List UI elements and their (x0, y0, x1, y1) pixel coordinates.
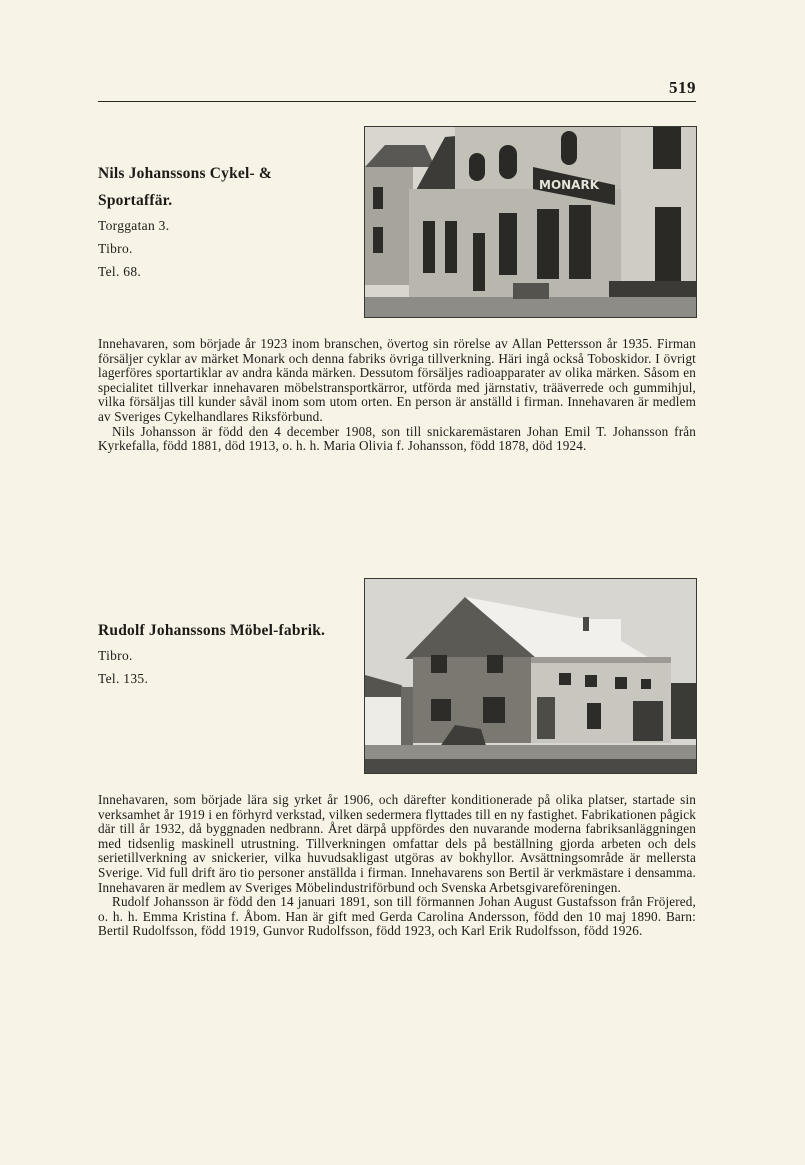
entry-1-firm-name: Nils Johanssons Cykel- & Sportaffär. (98, 165, 273, 209)
header-rule (98, 101, 696, 102)
factory-building-illustration (365, 579, 696, 773)
entry-1-phone: Tel. 68. (98, 264, 142, 279)
monark-sign-text: MONARK (539, 178, 600, 192)
entry-1-description (98, 337, 696, 454)
entry-2-description (98, 793, 696, 939)
entry-2-paragraph: Innehavaren, som började lära sig yrket år 1906, och därefter konditionerade på olika platser, startade sin verksamhet år 1919 i en förhyrd verkstad, vilken sedermera flyttades till en ny fastighet. Fabrikationen pågick där till år 1932, då byggnaden nedbrann. Året därpå uppfördes den nuvarande moderna fabriksanläggningen med tidsenlig maskinell utrustning. Tillverkningen omfattar dels på beställning gjorda arbeten och dels serietillverkning av snickerier, vilka huvudsakligast utgöras av bokhyllor. Avsättningsområde är mellersta Sverige. Vid full drift äro tio personer anställda i firman. Innehavarens son Bertil är verkmästare i densamma. Innehavaren är medlem av Sveriges Möbelindustriförbund och Svenska Arbetsgivareföreningen. (98, 792, 696, 895)
entry-1-paragraph: Innehavaren, som började år 1923 inom branschen, övertog sin rörelse av Allan Pettersson år 1935. Firman försäljer cyklar av märket Monark och denna fabriks övriga tillverkning. Häri ingå också Toboskidor. I övrigt lagerföres sportartiklar av andra kända märken. Dessutom försäljes radioapparater av olika märken. Såsom en specialitet tillverkar innehavaren möbelstransportkärror, utförda med järnstativ, trääverrede och gummihjul, vilka försäljas till kunder såväl inom som utom orten. En person är anställd i firman. Innehavaren är medlem av Sveriges Cykelhandlares Riksförbund. (98, 336, 696, 424)
entry-1-town: Tibro. (98, 241, 133, 256)
entry-2-firm-name: Rudolf Johanssons Möbel-fabrik. (98, 622, 326, 639)
entry-1-address: Torggatan 3. (98, 218, 170, 233)
entry-1-paragraph: Nils Johansson är född den 4 december 1908, son till snickaremästaren Johan Emil T. Johansson från Kyrkefalla, född 1881, död 1913, o. h. h. Maria Olivia f. Johansson, född 1878, död 1924. (98, 423, 696, 454)
page-number: 519 (669, 78, 696, 97)
entry-2-town: Tibro. (98, 648, 133, 663)
entry-1-header (98, 160, 338, 283)
entry-2-paragraph: Rudolf Johansson är född den 14 januari 1891, son till förmannen Johan August Gustafsson från Fröjered, o. h. h. Emma Kristina f. Åbom. Han är gift med Gerda Carolina Andersson, född den 10 maj 1890. Barn: Bertil Rudolfsson, född 1919, Gunvor Rudolfsson, född 1923, och Karl Erik Rudolfsson, född 1926. (98, 894, 696, 939)
shop-building-illustration (365, 127, 696, 317)
entry-2-factory-photo (364, 578, 697, 774)
entry-1-shop-photo (364, 126, 697, 318)
entry-2-header (98, 617, 338, 690)
entry-2-phone: Tel. 135. (98, 671, 149, 686)
